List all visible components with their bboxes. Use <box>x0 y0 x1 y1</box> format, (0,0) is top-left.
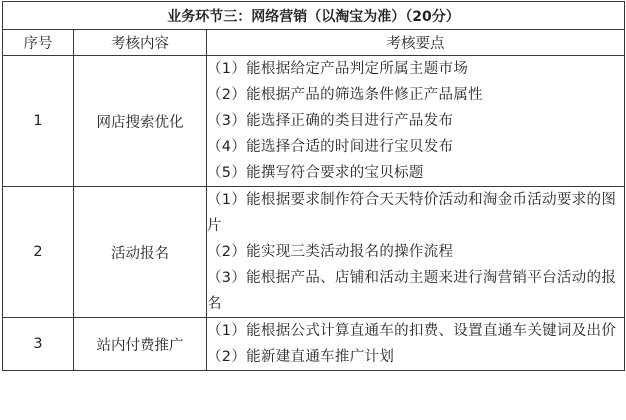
row-content: 站内付费推广 <box>74 318 207 371</box>
list-item: （1）能根据给定产品判定所属主题市场 <box>207 61 469 77</box>
list-item: （5）能撰写符合要求的宝贝标题 <box>207 165 424 181</box>
list-item: （4）能选择合适的时间进行宝贝发布 <box>207 139 454 155</box>
row-points <box>207 187 625 318</box>
row-number: 3 <box>3 318 74 371</box>
header-points: 考核要点 <box>207 30 625 56</box>
list-item: （2）能实现三类活动报名的操作流程 <box>207 244 454 260</box>
table-title: 业务环节三：网络营销（以淘宝为准）（20分） <box>3 2 625 30</box>
list-item: （3）能根据产品、店铺和活动主题来进行淘营销平台活动的报名 <box>207 270 617 312</box>
row-number: 2 <box>3 187 74 318</box>
table-row <box>3 318 625 371</box>
header-content: 考核内容 <box>74 30 207 56</box>
table-row <box>3 56 625 187</box>
list-item: （1）能根据要求制作符合天天特价活动和淘金币活动要求的图片 <box>207 192 617 234</box>
header-row <box>3 30 625 56</box>
header-no: 序号 <box>3 30 74 56</box>
list-item: （2）能根据产品的筛选条件修正产品属性 <box>207 87 483 103</box>
row-number: 1 <box>3 56 74 187</box>
row-points <box>207 56 625 187</box>
row-points <box>207 318 625 371</box>
list-item: （1）能根据公式计算直通车的扣费、设置直通车关键词及出价 <box>207 323 617 339</box>
assessment-table <box>2 1 625 371</box>
list-item: （2）能新建直通车推广计划 <box>207 349 395 365</box>
table-row <box>3 187 625 318</box>
row-content: 活动报名 <box>74 187 207 318</box>
list-item: （3）能选择正确的类目进行产品发布 <box>207 113 454 129</box>
title-row <box>3 2 625 30</box>
row-content: 网店搜索优化 <box>74 56 207 187</box>
